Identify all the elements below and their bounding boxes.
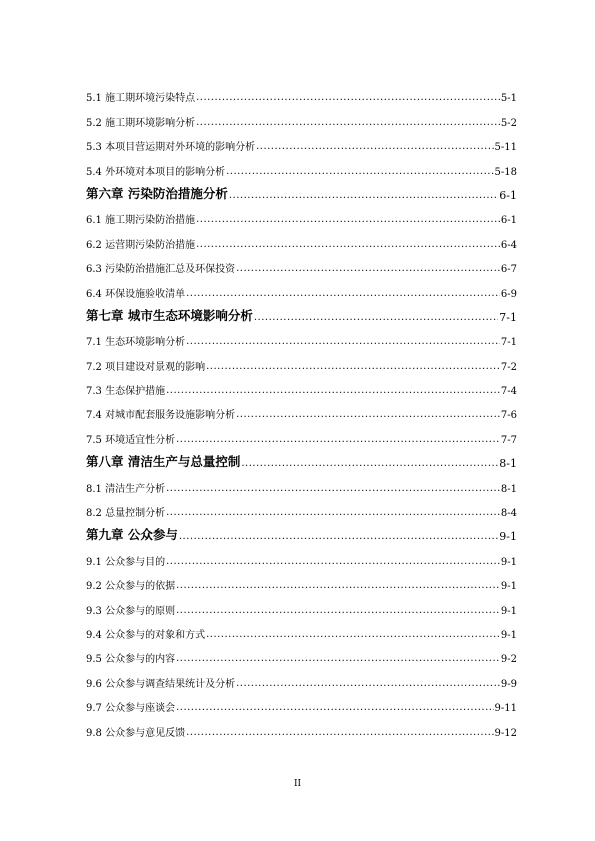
toc-leader-dots	[196, 240, 500, 251]
toc-entry-page: 5-2	[500, 117, 517, 129]
toc-entry-title: 9.3 公众参与的原则	[86, 605, 176, 617]
toc-entry-title: 7.4 对城市配套服务设施影响分析	[86, 410, 236, 422]
toc-leader-dots	[236, 264, 500, 275]
toc-entry-page: 8-1	[500, 483, 517, 495]
toc-entry-title: 9.8 公众参与意见反馈	[86, 727, 186, 739]
page-number: II	[293, 779, 302, 789]
toc-entry-title: 7.2 项目建设对景观的影响	[86, 361, 206, 373]
toc-section-entry[interactable]	[86, 592, 517, 616]
toc-entry-page: 9-1	[500, 556, 517, 568]
toc-entry-page: 6-9	[500, 288, 517, 300]
toc-entry-title: 6.4 环保设施验收清单	[86, 288, 186, 300]
toc-section-entry[interactable]	[86, 665, 517, 689]
toc-section-entry[interactable]	[86, 251, 517, 275]
toc-entry-page: 9-1	[500, 605, 517, 617]
toc-section-entry[interactable]	[86, 202, 517, 226]
toc-entry-title: 第七章 城市生态环境影响分析	[86, 307, 253, 323]
toc-leader-dots	[166, 557, 500, 568]
toc-leader-dots	[186, 289, 500, 300]
toc-leader-dots	[236, 679, 500, 690]
toc-leader-dots	[229, 191, 498, 202]
toc-section-entry[interactable]	[86, 348, 517, 372]
toc-leader-dots	[176, 435, 500, 446]
toc-leader-dots	[176, 703, 493, 714]
toc-leader-dots	[196, 118, 500, 129]
toc-entry-page: 7-1	[499, 310, 517, 324]
toc-leader-dots	[241, 459, 498, 470]
toc-entry-page: 6-4	[500, 239, 517, 251]
toc-entry-page: 9-12	[494, 727, 517, 739]
toc-leader-dots	[166, 484, 500, 495]
toc-section-entry[interactable]	[86, 617, 517, 641]
toc-leader-dots	[206, 362, 500, 373]
toc-chapter-entry[interactable]	[86, 178, 517, 202]
toc-entry-page: 7-1	[500, 337, 517, 349]
toc-entry-title: 第八章 清洁生产与总量控制	[86, 454, 241, 470]
toc-chapter-entry[interactable]	[86, 446, 517, 470]
toc-section-entry[interactable]	[86, 129, 517, 153]
toc-section-entry[interactable]	[86, 714, 517, 738]
toc-section-entry[interactable]	[86, 690, 517, 714]
toc-chapter-entry[interactable]	[86, 519, 517, 543]
toc-entry-title: 5.4 外环境对本项目的影响分析	[86, 166, 226, 178]
toc-section-entry[interactable]	[86, 568, 517, 592]
toc-entry-title: 7.1 生态环境影响分析	[86, 337, 186, 349]
toc-leader-dots	[179, 532, 498, 543]
toc-leader-dots	[166, 386, 500, 397]
toc-entry-page: 6-1	[499, 188, 517, 202]
toc-leader-dots	[176, 581, 500, 592]
toc-leader-dots	[196, 93, 500, 104]
toc-entry-title: 8.1 清洁生产分析	[86, 483, 166, 495]
toc-section-entry[interactable]	[86, 275, 517, 299]
toc-section-entry[interactable]	[86, 226, 517, 250]
toc-section-entry[interactable]	[86, 373, 517, 397]
toc-entry-page: 7-6	[500, 410, 517, 422]
toc-entry-page: 5-18	[494, 166, 517, 178]
toc-entry-title: 9.6 公众参与调查结果统计及分析	[86, 678, 236, 690]
toc-leader-dots	[196, 215, 500, 226]
toc-entry-page: 5-1	[500, 93, 517, 105]
toc-section-entry[interactable]	[86, 324, 517, 348]
toc-entry-page: 5-11	[494, 142, 517, 154]
toc-leader-dots	[176, 654, 500, 665]
toc-entry-title: 第六章 污染防治措施分析	[86, 185, 228, 201]
toc-leader-dots	[226, 167, 493, 178]
toc-entry-page: 9-2	[500, 654, 517, 666]
toc-section-entry[interactable]	[86, 470, 517, 494]
toc-entry-title: 9.1 公众参与目的	[86, 556, 166, 568]
toc-entry-page: 9-1	[500, 629, 517, 641]
toc-section-entry[interactable]	[86, 641, 517, 665]
toc-entry-title: 5.2 施工期环境影响分析	[86, 117, 196, 129]
toc-entry-page: 6-7	[500, 264, 517, 276]
toc-entry-page: 9-1	[499, 530, 517, 544]
toc-entry-page: 9-1	[500, 581, 517, 593]
toc-entry-title: 7.5 环境适宜性分析	[86, 434, 176, 446]
toc-entry-title: 6.2 运营期污染防治措施	[86, 239, 196, 251]
toc-chapter-entry[interactable]	[86, 300, 517, 324]
toc-entry-page: 8-1	[499, 457, 517, 471]
toc-entry-page: 7-2	[500, 361, 517, 373]
toc-section-entry[interactable]	[86, 80, 517, 104]
toc-entry-title: 6.1 施工期污染防治措施	[86, 215, 196, 227]
toc-section-entry[interactable]	[86, 397, 517, 421]
table-of-contents	[86, 80, 517, 739]
toc-entry-page: 8-4	[500, 508, 517, 520]
toc-entry-page: 6-1	[500, 215, 517, 227]
toc-entry-title: 9.2 公众参与的依据	[86, 581, 176, 593]
toc-entry-page: 7-7	[500, 434, 517, 446]
toc-leader-dots	[236, 410, 500, 421]
toc-section-entry[interactable]	[86, 104, 517, 128]
toc-leader-dots	[176, 606, 500, 617]
toc-entry-title: 5.3 本项目营运期对外环境的影响分析	[86, 142, 256, 154]
toc-leader-dots	[186, 337, 500, 348]
toc-entry-title: 8.2 总量控制分析	[86, 508, 166, 520]
toc-entry-title: 5.1 施工期环境污染特点	[86, 93, 196, 105]
toc-entry-title: 7.3 生态保护措施	[86, 386, 166, 398]
toc-section-entry[interactable]	[86, 543, 517, 567]
toc-section-entry[interactable]	[86, 153, 517, 177]
toc-leader-dots	[166, 508, 500, 519]
toc-entry-page: 9-11	[494, 703, 517, 715]
toc-section-entry[interactable]	[86, 495, 517, 519]
toc-entry-page: 7-4	[500, 386, 517, 398]
toc-entry-title: 第九章 公众参与	[86, 527, 178, 543]
toc-entry-title: 9.7 公众参与座谈会	[86, 703, 176, 715]
toc-entry-title: 6.3 污染防治措施汇总及环保投资	[86, 264, 236, 276]
toc-leader-dots	[256, 142, 493, 153]
toc-leader-dots	[206, 630, 500, 641]
toc-entry-title: 9.5 公众参与的内容	[86, 654, 176, 666]
toc-leader-dots	[186, 728, 493, 739]
toc-leader-dots	[254, 313, 498, 324]
toc-entry-title: 9.4 公众参与的对象和方式	[86, 629, 206, 641]
toc-entry-page: 9-9	[500, 678, 517, 690]
toc-section-entry[interactable]	[86, 421, 517, 445]
